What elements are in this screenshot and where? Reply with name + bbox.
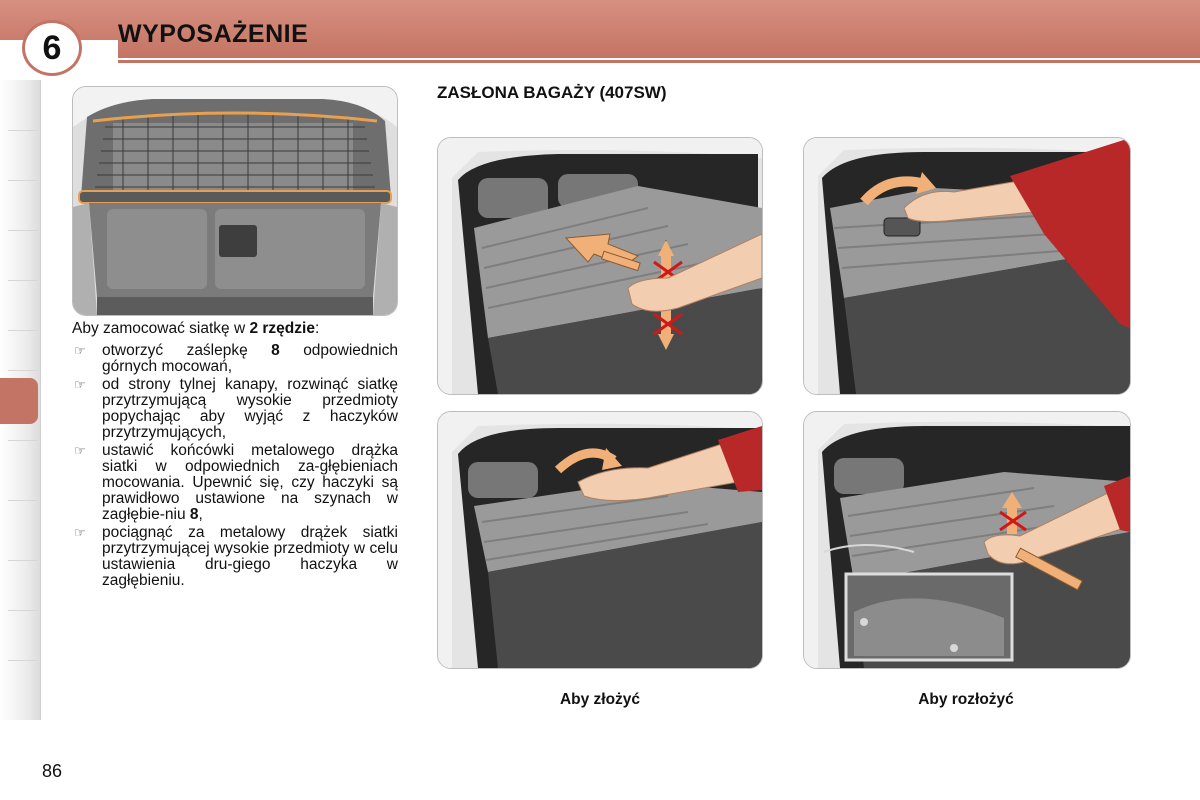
unfold-step-1-drawing xyxy=(804,138,1130,394)
intro-bold: 2 rzędzie xyxy=(249,320,315,337)
unfold-caption: Aby rozłożyć xyxy=(918,691,1014,708)
luggage-net-illustration xyxy=(72,86,398,316)
fold-step-1-illustration xyxy=(437,137,763,395)
unfold-step-1-illustration xyxy=(803,137,1131,395)
list-item xyxy=(72,443,398,523)
list-item xyxy=(72,343,398,375)
tab-divider xyxy=(8,230,38,231)
pointing-hand-icon: ☞ xyxy=(74,443,86,458)
bullet-bold: 8 xyxy=(189,506,199,523)
pointing-hand-icon: ☞ xyxy=(74,525,86,540)
instructions-intro xyxy=(72,320,402,337)
luggage-net-drawing xyxy=(73,87,397,315)
chapter-number: 6 xyxy=(42,28,62,67)
bullet-text-end: , xyxy=(198,506,203,523)
bullet-text: otworzyć zaślepkę xyxy=(102,342,272,359)
chapter-badge xyxy=(22,20,82,76)
tab-divider xyxy=(8,330,38,331)
fold-step-2-drawing xyxy=(438,412,762,668)
fold-step-1-drawing xyxy=(438,138,762,394)
bullet-text-end: odpowiednich górnych mocowań, xyxy=(102,342,398,375)
bullet-text: ustawić końcówki metalowego drążka siatki w odpowiednich za-głębieniach mocowania. Upewnić się, czy haczyki są prawidłowo ustawione na szynach w zagłębie-niu xyxy=(102,442,398,523)
tab-divider xyxy=(8,370,38,371)
unfold-step-2-drawing xyxy=(804,412,1130,668)
list-item xyxy=(72,377,398,441)
bullet-bold: 8 xyxy=(271,342,280,359)
intro-suffix: : xyxy=(314,320,320,337)
bullet-text: pociągnąć za metalowy drążek siatki przytrzymującej wysokie przedmioty w celu ustawienia dru-giego haczyka w zagłębieniu. xyxy=(102,524,398,589)
section-title: ZASŁONA BAGAŻY (407SW) xyxy=(437,83,667,102)
fold-step-2-illustration xyxy=(437,411,763,669)
unfold-step-2-illustration xyxy=(803,411,1131,669)
list-item xyxy=(72,525,398,589)
instructions-list xyxy=(72,343,398,591)
tab-divider xyxy=(8,180,38,181)
active-chapter-tab[interactable] xyxy=(0,378,38,424)
fold-caption: Aby złożyć xyxy=(559,691,641,708)
page-number: 86 xyxy=(42,761,63,781)
intro-text: Aby zamocować siatkę w xyxy=(72,320,250,337)
tab-divider xyxy=(8,660,38,661)
pointing-hand-icon: ☞ xyxy=(74,343,86,358)
tab-divider xyxy=(8,440,38,441)
tab-divider xyxy=(8,280,38,281)
header-underline xyxy=(0,60,1200,63)
bullet-text: od strony tylnej kanapy, rozwinąć siatkę przytrzymującą wysokie przedmioty popychając aby wyjąć z haczyków przytrzymujących, xyxy=(102,376,398,441)
page-title: WYPOSAŻENIE xyxy=(118,20,309,48)
tab-divider xyxy=(8,610,38,611)
tab-divider xyxy=(8,130,38,131)
tab-divider xyxy=(8,500,38,501)
pointing-hand-icon: ☞ xyxy=(74,377,86,392)
tab-divider xyxy=(8,560,38,561)
